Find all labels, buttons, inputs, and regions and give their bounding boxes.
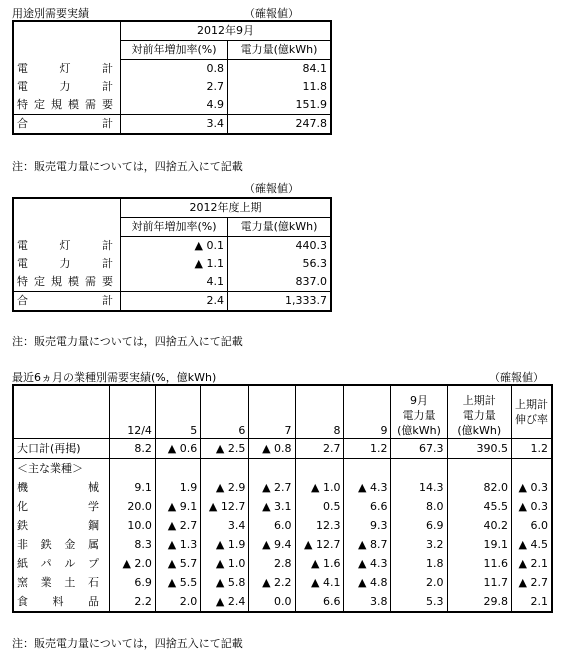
- value-cell: 8.0: [391, 497, 447, 516]
- amount-cell: 1,333.7: [228, 292, 332, 312]
- value-cell: 14.3: [391, 478, 447, 497]
- value-cell: ▲ 2.7: [249, 478, 295, 497]
- industry-label: 食 料 品: [17, 594, 99, 608]
- table-row: [13, 535, 552, 554]
- section1-note: 注：販売電力量については，四捨五入にて記載: [12, 160, 243, 173]
- value-cell: 2.0: [391, 573, 447, 592]
- value-cell: ▲ 12.7: [201, 497, 249, 516]
- subhead-row: [13, 459, 552, 479]
- value-cell: ▲ 1.0: [295, 478, 344, 497]
- table-row: [13, 115, 331, 135]
- value-cell: ▲ 2.0: [109, 554, 155, 573]
- rate-cell: ▲ 0.1: [121, 237, 228, 256]
- value-cell: 2.2: [109, 592, 155, 612]
- value-cell: 19.1: [447, 535, 512, 554]
- table-row: [13, 78, 331, 96]
- section3-title: 最近6ヵ月の業種別需要実績(%，億kWh): [12, 371, 217, 384]
- month-header-5: 9: [344, 385, 391, 439]
- value-cell: ▲ 2.9: [201, 478, 249, 497]
- value-cell: 6.0: [530, 518, 548, 532]
- section3-note: 注：販売電力量については，四捨五入にて記載: [12, 637, 243, 650]
- table-row: [13, 237, 331, 256]
- amount-cell: 11.8: [302, 80, 327, 93]
- section1-col-rate: 対前年増加率(%): [121, 41, 228, 60]
- value-cell: ▲ 5.5: [155, 573, 200, 592]
- row-label: 電 灯 計: [17, 61, 113, 75]
- value-cell: ▲ 1.6: [295, 554, 344, 573]
- table-row: [13, 96, 331, 115]
- rate-cell: 2.7: [121, 78, 228, 96]
- total-label: 大口計(再掲): [13, 439, 109, 459]
- value-cell: 2.8: [249, 554, 295, 573]
- section3-table: [12, 384, 553, 613]
- value-cell: 2.1: [530, 594, 548, 608]
- value-cell: ▲ 1.9: [201, 535, 249, 554]
- industry-label: 化 学: [17, 499, 99, 513]
- table-row: [13, 554, 552, 573]
- table-row: [13, 255, 331, 273]
- month-header-4: 8: [295, 385, 344, 439]
- value-cell: ▲ 1.3: [155, 535, 200, 554]
- h1-amount-header: 上期計 電力量 (億kWh): [447, 385, 512, 439]
- value-cell: 3.8: [344, 592, 391, 612]
- month-header-1: 5: [155, 385, 200, 439]
- section1-status: （確報値）: [244, 7, 299, 20]
- value-cell: ▲ 4.3: [344, 478, 391, 497]
- value-cell: ▲ 2.7: [518, 575, 548, 589]
- section1-period: 2012年9月: [121, 21, 332, 41]
- value-cell: ▲ 8.7: [344, 535, 391, 554]
- rate-cell: 2.4: [121, 292, 228, 312]
- value-cell: ▲ 2.2: [249, 573, 295, 592]
- subhead-label: ＜主な業種＞: [13, 459, 109, 479]
- value-cell: ▲ 2.7: [155, 516, 200, 535]
- row-label: 合 計: [17, 117, 113, 130]
- value-cell: 29.8: [447, 592, 512, 612]
- industry-label: 紙 パ ル プ: [17, 556, 99, 570]
- value-cell: ▲ 2.4: [201, 592, 249, 612]
- table-row: [13, 273, 331, 292]
- section2-period: 2012年度上期: [121, 198, 332, 218]
- value-cell: 0.5: [295, 497, 344, 516]
- value-cell: ▲ 5.8: [201, 573, 249, 592]
- value-cell: ▲ 5.7: [155, 554, 200, 573]
- value-cell: 3.4: [201, 516, 249, 535]
- value-cell: 3.2: [391, 535, 447, 554]
- section2-note: 注：販売電力量については，四捨五入にて記載: [12, 335, 243, 348]
- rate-cell: 4.9: [121, 96, 228, 115]
- table-row: [13, 516, 552, 535]
- value-cell: 6.6: [344, 497, 391, 516]
- value-cell: 9.1: [109, 478, 155, 497]
- value-cell: ▲ 4.5: [518, 537, 548, 551]
- amount-cell: 247.8: [228, 115, 332, 135]
- value-cell: 6.9: [391, 516, 447, 535]
- value-cell: 40.2: [447, 516, 512, 535]
- section1-table: [12, 20, 332, 135]
- value-cell: 5.3: [391, 592, 447, 612]
- value-cell: ▲ 1.0: [201, 554, 249, 573]
- value-cell: 11.6: [447, 554, 512, 573]
- value-cell: ▲ 9.1: [155, 497, 200, 516]
- value-cell: 11.7: [447, 573, 512, 592]
- value-cell: 1.8: [391, 554, 447, 573]
- sep-header: 9月 電力量 (億kWh): [391, 385, 447, 439]
- amount-cell: 151.9: [295, 98, 327, 111]
- industry-label: 窯 業 土 石: [17, 575, 99, 589]
- value-cell: ▲ 3.1: [249, 497, 295, 516]
- amount-cell: 84.1: [302, 62, 327, 75]
- row-label: 電 力 計: [17, 257, 113, 270]
- table-row: [13, 478, 552, 497]
- value-cell: ▲ 4.3: [344, 554, 391, 573]
- value-cell: ▲ 0.3: [518, 480, 548, 494]
- value-cell: 82.0: [447, 478, 512, 497]
- month-header-3: 7: [249, 385, 295, 439]
- industry-label: 非 鉄 金 属: [17, 537, 99, 551]
- row-label: 電 力 計: [17, 80, 113, 93]
- table-row: [13, 592, 552, 612]
- value-cell: 6.9: [109, 573, 155, 592]
- industry-label: 鉄 鋼: [17, 518, 99, 532]
- section1-col-amount: 電力量(億kWh): [228, 41, 332, 60]
- value-cell: ▲ 0.3: [518, 499, 548, 513]
- value-cell: 1.9: [155, 478, 200, 497]
- h1-rate-header: 上期計 伸び率: [512, 385, 553, 439]
- value-cell: 8.3: [109, 535, 155, 554]
- rate-cell: 4.1: [121, 273, 228, 292]
- section2-col-rate: 対前年増加率(%): [121, 218, 228, 237]
- month-header-0: 12/4: [109, 385, 155, 439]
- value-cell: ▲ 12.7: [295, 535, 344, 554]
- value-cell: 20.0: [109, 497, 155, 516]
- value-cell: 45.5: [447, 497, 512, 516]
- value-cell: ▲ 2.1: [518, 556, 548, 570]
- value-cell: 12.3: [295, 516, 344, 535]
- row-label: 特 定 規 模 需 要: [17, 98, 113, 111]
- value-cell: ▲ 4.1: [295, 573, 344, 592]
- month-header-2: 6: [201, 385, 249, 439]
- value-cell: ▲ 4.8: [344, 573, 391, 592]
- section2-status: （確報値）: [244, 182, 299, 195]
- amount-cell: 837.0: [295, 275, 327, 288]
- value-cell: 0.0: [249, 592, 295, 612]
- row-label: 電 灯 計: [17, 238, 113, 252]
- table-row: [13, 292, 331, 312]
- section2-table: [12, 197, 332, 312]
- section1-title: 用途別需要実績: [12, 7, 89, 20]
- amount-cell: 440.3: [295, 239, 327, 252]
- rate-cell: ▲ 1.1: [121, 255, 228, 273]
- value-cell: 2.0: [155, 592, 200, 612]
- row-label: 合 計: [17, 294, 113, 307]
- rate-cell: 0.8: [121, 60, 228, 79]
- rate-cell: 3.4: [121, 115, 228, 135]
- total-row: 大口計(再掲) 8.2 ▲ 0.6 ▲ 2.5 ▲ 0.8 2.7 1.2 67.3 390.5 1.2: [13, 439, 552, 459]
- table-row: [13, 573, 552, 592]
- value-cell: 9.3: [344, 516, 391, 535]
- value-cell: ▲ 9.4: [249, 535, 295, 554]
- table-row: [13, 60, 331, 79]
- table-row: [13, 497, 552, 516]
- value-cell: 10.0: [109, 516, 155, 535]
- section3-status: （確報値）: [489, 371, 544, 384]
- section2-col-amount: 電力量(億kWh): [228, 218, 332, 237]
- amount-cell: 56.3: [302, 257, 327, 270]
- value-cell: 6.0: [249, 516, 295, 535]
- row-label: 特 定 規 模 需 要: [17, 275, 113, 288]
- industry-label: 機 械: [17, 480, 99, 494]
- value-cell: 6.6: [295, 592, 344, 612]
